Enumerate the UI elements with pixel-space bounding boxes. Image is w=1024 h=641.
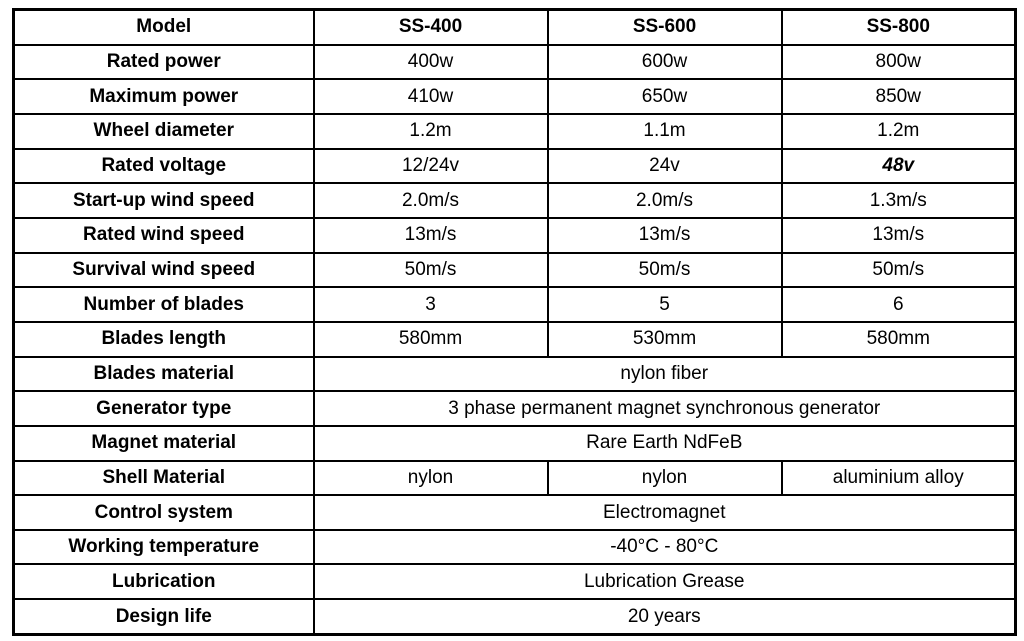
table-row (14, 426, 1016, 461)
row-value-cell: 400w (314, 45, 548, 80)
table-row (14, 253, 1016, 288)
table-header-row (14, 10, 1016, 45)
row-value-cell: 50m/s (782, 253, 1016, 288)
row-label-cell: Blades material (14, 357, 314, 392)
row-value-cell: 2.0m/s (548, 183, 782, 218)
row-value-cell: 2.0m/s (314, 183, 548, 218)
header-model-cell: SS-600 (548, 10, 782, 45)
row-value-cell: 48v (782, 149, 1016, 184)
row-value-cell: 1.2m (314, 114, 548, 149)
row-value-cell: 580mm (782, 322, 1016, 357)
header-label-cell: Model (14, 10, 314, 45)
row-value-cell: 530mm (548, 322, 782, 357)
row-label-cell: Design life (14, 599, 314, 634)
row-label-cell: Rated voltage (14, 149, 314, 184)
row-label-cell: Rated wind speed (14, 218, 314, 253)
row-value-cell-merged: 3 phase permanent magnet synchronous generator (314, 391, 1016, 426)
row-value-cell-merged: Lubrication Grease (314, 564, 1016, 599)
table-row (14, 391, 1016, 426)
table-row (14, 322, 1016, 357)
row-value-cell-merged: nylon fiber (314, 357, 1016, 392)
table-row (14, 461, 1016, 496)
row-value-cell: 1.2m (782, 114, 1016, 149)
row-value-cell: 12/24v (314, 149, 548, 184)
row-value-cell: 13m/s (314, 218, 548, 253)
row-label-cell: Generator type (14, 391, 314, 426)
table-row (14, 114, 1016, 149)
table-row (14, 530, 1016, 565)
row-value-cell: 24v (548, 149, 782, 184)
row-value-cell: 650w (548, 79, 782, 114)
row-label-cell: Number of blades (14, 287, 314, 322)
row-label-cell: Start-up wind speed (14, 183, 314, 218)
header-model-cell: SS-400 (314, 10, 548, 45)
row-label-cell: Magnet material (14, 426, 314, 461)
table-row (14, 79, 1016, 114)
row-value-cell: 50m/s (548, 253, 782, 288)
row-value-cell-merged: 20 years (314, 599, 1016, 634)
table-row (14, 149, 1016, 184)
row-label-cell: Blades length (14, 322, 314, 357)
table-row (14, 495, 1016, 530)
row-label-cell: Survival wind speed (14, 253, 314, 288)
row-value-cell: aluminium alloy (782, 461, 1016, 496)
row-value-cell: 6 (782, 287, 1016, 322)
row-value-cell: 13m/s (548, 218, 782, 253)
row-value-cell: 800w (782, 45, 1016, 80)
table-row (14, 357, 1016, 392)
table-row (14, 564, 1016, 599)
table-row (14, 287, 1016, 322)
row-label-cell: Maximum power (14, 79, 314, 114)
row-value-cell: 50m/s (314, 253, 548, 288)
header-model-cell: SS-800 (782, 10, 1016, 45)
row-value-cell: 850w (782, 79, 1016, 114)
table-body (14, 10, 1016, 635)
table-row (14, 599, 1016, 634)
row-label-cell: Working temperature (14, 530, 314, 565)
row-value-cell-merged: Electromagnet (314, 495, 1016, 530)
row-value-cell: 5 (548, 287, 782, 322)
row-value-cell-merged: Rare Earth NdFeB (314, 426, 1016, 461)
row-value-cell: 3 (314, 287, 548, 322)
row-label-cell: Lubrication (14, 564, 314, 599)
row-label-cell: Rated power (14, 45, 314, 80)
row-value-cell: 13m/s (782, 218, 1016, 253)
row-label-cell: Control system (14, 495, 314, 530)
row-value-cell: 580mm (314, 322, 548, 357)
row-value-cell: nylon (548, 461, 782, 496)
table-row (14, 218, 1016, 253)
row-value-cell: nylon (314, 461, 548, 496)
row-value-cell: 1.3m/s (782, 183, 1016, 218)
row-value-cell: 1.1m (548, 114, 782, 149)
row-label-cell: Wheel diameter (14, 114, 314, 149)
table-row (14, 183, 1016, 218)
row-value-cell-merged: -40°C - 80°C (314, 530, 1016, 565)
specification-table (12, 8, 1017, 636)
row-label-cell: Shell Material (14, 461, 314, 496)
row-value-cell: 600w (548, 45, 782, 80)
table-row (14, 45, 1016, 80)
row-value-cell: 410w (314, 79, 548, 114)
